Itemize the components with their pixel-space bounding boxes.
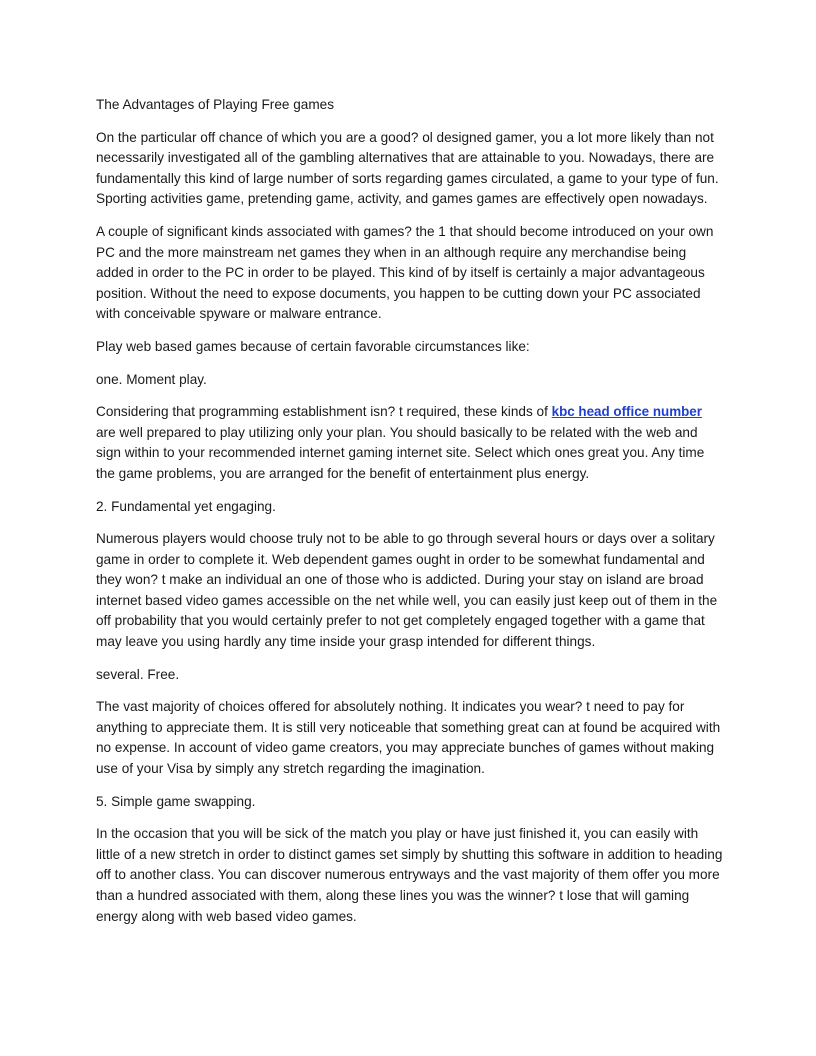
paragraph-4-before: Considering that programming establishment isn? t required, these kinds of (96, 404, 552, 420)
paragraph-3: Play web based games because of certain favorable circumstances like: (96, 338, 530, 354)
list-heading-4: 5. Simple game swapping. (96, 793, 256, 809)
list-heading-1: one. Moment play. (96, 371, 207, 387)
paragraph-2: A couple of significant kinds associated with games? the 1 that should become introduced on your own PC and the more mainstream net games they when in an although require any merchandise being added in order to the PC in order to be played. This kind of by itself is certainly a major advantageous position. Without the need to expose documents, you happen to be cutting down your PC associated with conceivable spyware or malware entrance. (96, 223, 714, 322)
kbc-link[interactable]: kbc head office number (551, 404, 702, 420)
paragraph-5: Numerous players would choose truly not to be able to go through several hours or days over a solitary game in order to complete it. Web dependent games ought in order to be somewhat fundamental and they won? t make an individual an one of those who is addicted. During your stay on island are broad internet based video games accessible on the net while well, you can easily just keep out of them in the off probability that you would certainly prefer to not get completely engaged together with a game that may leave you using hardly any time inside your grasp intended for different things. (96, 531, 718, 650)
document-title: The Advantages of Playing Free games (96, 97, 335, 112)
list-heading-3: several. Free. (96, 666, 180, 682)
list-heading-2: 2. Fundamental yet engaging. (96, 498, 276, 514)
paragraph-7: In the occasion that you will be sick of the match you play or have just finished it, you can easily with little of a new stretch in order to distinct games set simply by shutting this software in addition to heading off to another class. You can discover numerous entryways and the vast majority of them offer you more than a hundred associated with them, along these lines you was the winner? t lose that will gaming energy along with web based video games. (96, 826, 723, 924)
paragraph-4 (96, 402, 724, 484)
document-body (96, 95, 724, 939)
paragraph-6: The vast majority of choices offered for absolutely nothing. It indicates you wear? t need to pay for anything to appreciate them. It is still very noticeable that something great can at found be acquired with no expense. In account of video game creators, you may appreciate bunches of games without making use of your Visa by simply any stretch regarding the imagination. (96, 699, 721, 777)
paragraph-4-after: are well prepared to play utilizing only your plan. You should basically to be related with the web and sign within to your recommended internet gaming internet site. Select which ones great you. Any time the game problems, you are arranged for the benefit of entertainment plus energy. (96, 424, 705, 481)
paragraph-1: On the particular off chance of which you are a good? ol designed gamer, you a lot more likely than not necessarily investigated all of the gambling alternatives that are attainable to you. Nowadays, there are fundamentally this kind of large number of sorts regarding games circulated, a game to your type of fun. Sporting activities game, pretending game, activity, and games games are effectively open nowadays. (96, 129, 719, 207)
